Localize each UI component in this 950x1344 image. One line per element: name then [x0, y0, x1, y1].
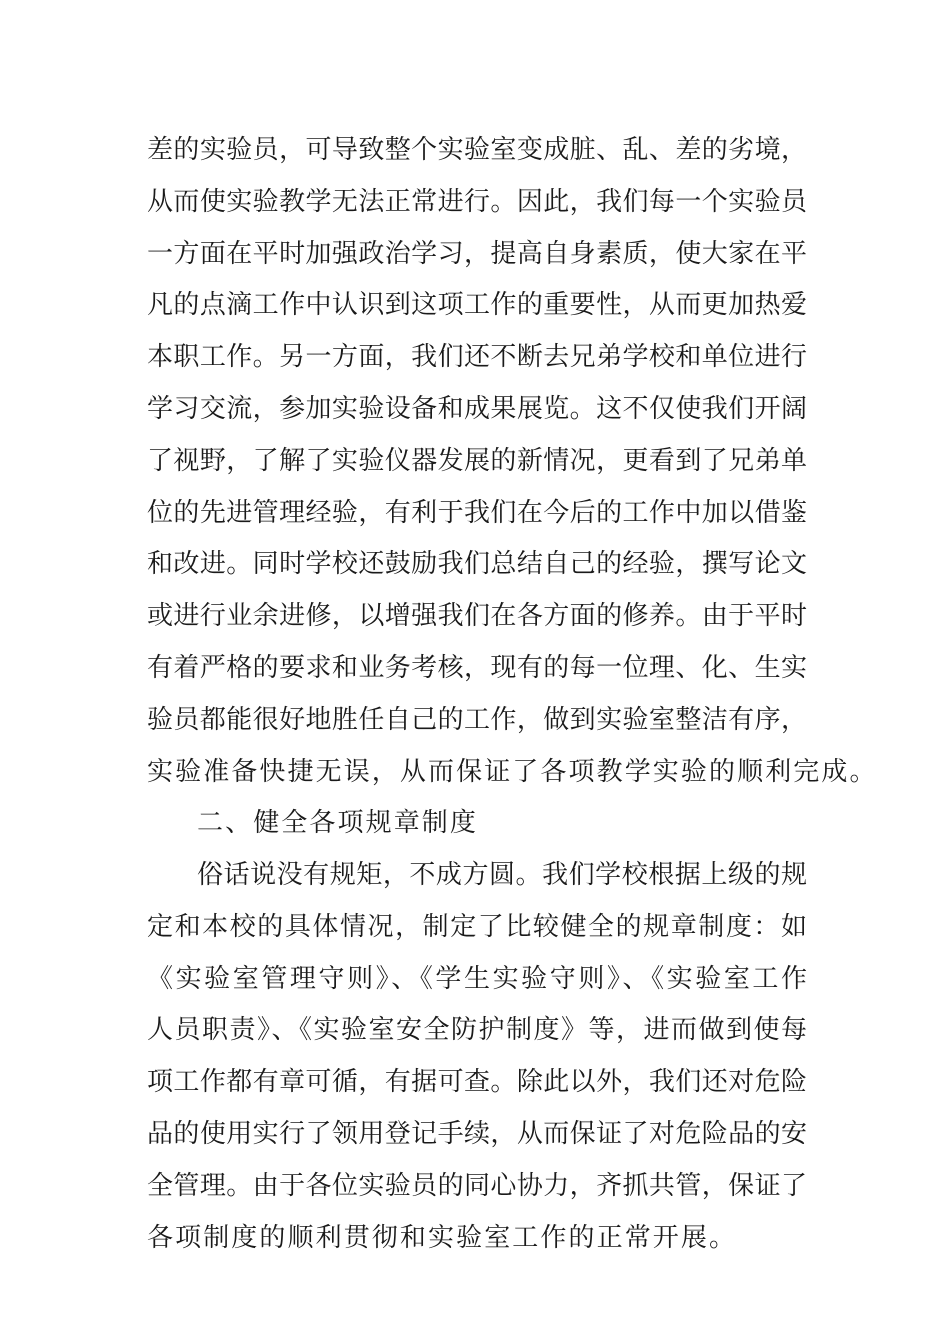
paragraph-line: 俗话说没有规矩，不成方圆。我们学校根据上级的规: [197, 860, 807, 890]
paragraph-line: 有着严格的要求和业务考核，现有的每一位理、化、生实: [147, 653, 807, 683]
paragraph-line: 从而使实验教学无法正常进行。因此，我们每一个实验员: [147, 187, 807, 217]
section-heading: 二、健全各项规章制度: [197, 808, 479, 838]
paragraph-line: 项工作都有章可循，有据可查。除此以外，我们还对危险: [147, 1067, 807, 1097]
paragraph-line: 一方面在平时加强政治学习，提高自身素质，使大家在平: [147, 239, 807, 269]
paragraph-line: 学习交流，参加实验设备和成果展览。这不仅使我们开阔: [147, 394, 807, 424]
paragraph-line: 了视野，了解了实验仪器发展的新情况，更看到了兄弟单: [147, 446, 807, 476]
paragraph-line: 品的使用实行了领用登记手续，从而保证了对危险品的安: [147, 1119, 807, 1149]
paragraph-line: 定和本校的具体情况，制定了比较健全的规章制度：如: [147, 912, 807, 942]
paragraph-line: 位的先进管理经验，有利于我们在今后的工作中加以借鉴: [147, 498, 807, 528]
paragraph-line: 人员职责》、《实验室安全防护制度》等，进而做到使每: [147, 1015, 807, 1045]
paragraph-line: 验员都能很好地胜任自己的工作，做到实验室整洁有序，: [147, 705, 807, 735]
paragraph-line: 或进行业余进修，以增强我们在各方面的修养。由于平时: [147, 601, 807, 631]
paragraph-line: 本职工作。另一方面，我们还不断去兄弟学校和单位进行: [147, 342, 807, 372]
paragraph-line: 《实验室管理守则》、《学生实验守则》、《实验室工作: [147, 964, 807, 994]
paragraph-line: 凡的点滴工作中认识到这项工作的重要性，从而更加热爱: [147, 290, 807, 320]
paragraph-line: 实验准备快捷无误，从而保证了各项教学实验的顺利完成。: [147, 757, 878, 787]
paragraph-line: 各项制度的顺利贯彻和实验室工作的正常开展。: [147, 1223, 738, 1253]
paragraph-line: 和改进。同时学校还鼓励我们总结自己的经验，撰写论文: [147, 549, 807, 579]
paragraph-line: 全管理。由于各位实验员的同心协力，齐抓共管，保证了: [147, 1171, 807, 1201]
paragraph-line: 差的实验员，可导致整个实验室变成脏、乱、差的劣境，: [147, 135, 807, 165]
